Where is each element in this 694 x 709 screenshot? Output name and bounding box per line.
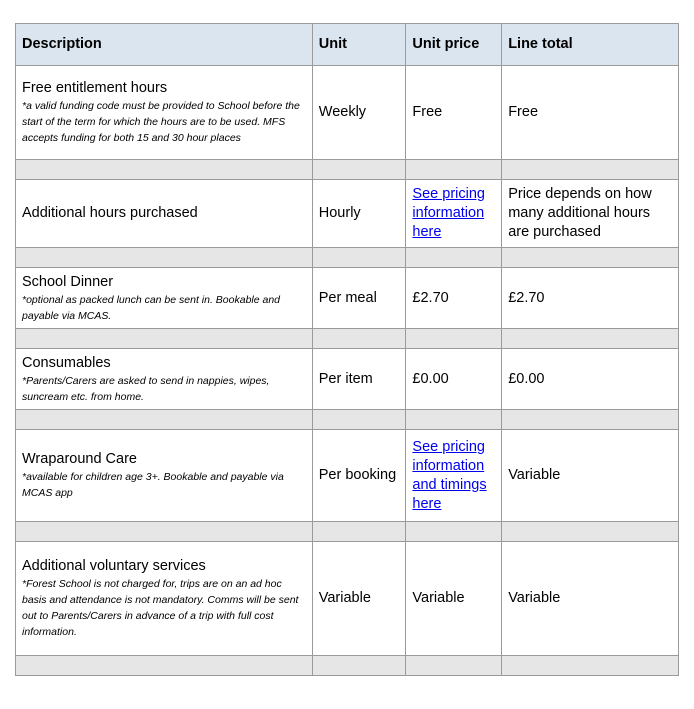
unit-cell: Hourly	[312, 180, 406, 248]
item-title: Additional hours purchased	[22, 205, 198, 221]
line-total-cell: £0.00	[502, 349, 679, 410]
line-total-cell: Free	[502, 66, 679, 160]
spacer-row	[16, 656, 679, 676]
description-cell	[16, 542, 313, 656]
line-total-cell: £2.70	[502, 268, 679, 329]
header-unit: Unit	[312, 24, 406, 66]
header-unit-price: Unit price	[406, 24, 502, 66]
spacer-row	[16, 410, 679, 430]
unit-price-cell	[406, 180, 502, 248]
item-title: Consumables	[22, 354, 111, 371]
item-note: *available for children age 3+. Bookable and payable via MCAS app	[22, 471, 284, 499]
table-row	[16, 268, 679, 329]
table-row	[16, 349, 679, 410]
spacer-row	[16, 329, 679, 349]
line-total-cell: Variable	[502, 542, 679, 656]
line-total-cell: Variable	[502, 430, 679, 522]
spacer-row	[16, 160, 679, 180]
header-line-total: Line total	[502, 24, 679, 66]
table-row	[16, 180, 679, 248]
unit-price-cell: £2.70	[406, 268, 502, 329]
table-row	[16, 542, 679, 656]
spacer-row	[16, 522, 679, 542]
spacer-row	[16, 248, 679, 268]
description-cell	[16, 268, 313, 329]
item-note: *a valid funding code must be provided to School before the start of the term for which the hours are to be used. MFS accepts funding for both 15 and 30 hour places	[22, 100, 300, 144]
item-title: Additional voluntary services	[22, 558, 206, 574]
unit-price-cell: Free	[406, 66, 502, 160]
item-title: Free entitlement hours	[22, 80, 168, 96]
unit-cell: Weekly	[312, 66, 406, 160]
description-cell	[16, 349, 313, 410]
pricing-table	[15, 23, 679, 676]
unit-price-cell: £0.00	[406, 349, 502, 410]
item-note: *optional as packed lunch can be sent in. Bookable and payable via MCAS.	[22, 293, 281, 322]
unit-price-cell: Variable	[406, 542, 502, 656]
unit-cell: Per meal	[312, 268, 406, 329]
pricing-info-link[interactable]: See pricing information here	[412, 186, 485, 240]
table-row	[16, 430, 679, 522]
item-note: *Forest School is not charged for, trips are on an ad hoc basis and attendance is not mandatory. Comms will be sent out to Parents/Carers in advance of a trip with full cost information.	[22, 578, 299, 638]
header-row	[16, 24, 679, 66]
table-row	[16, 66, 679, 160]
description-cell	[16, 180, 313, 248]
pricing-timings-link[interactable]: See pricing information and timings here	[412, 438, 487, 512]
item-title: Wraparound Care	[22, 451, 137, 467]
unit-cell: Per item	[312, 349, 406, 410]
item-title: School Dinner	[22, 273, 114, 290]
header-description: Description	[16, 24, 313, 66]
description-cell	[16, 430, 313, 522]
unit-price-cell	[406, 430, 502, 522]
item-note: *Parents/Carers are asked to send in nappies, wipes, suncream etc. from home.	[22, 374, 270, 403]
line-total-cell: Price depends on how many additional hours are purchased	[502, 180, 679, 248]
unit-cell: Variable	[312, 542, 406, 656]
description-cell	[16, 66, 313, 160]
unit-cell: Per booking	[312, 430, 406, 522]
